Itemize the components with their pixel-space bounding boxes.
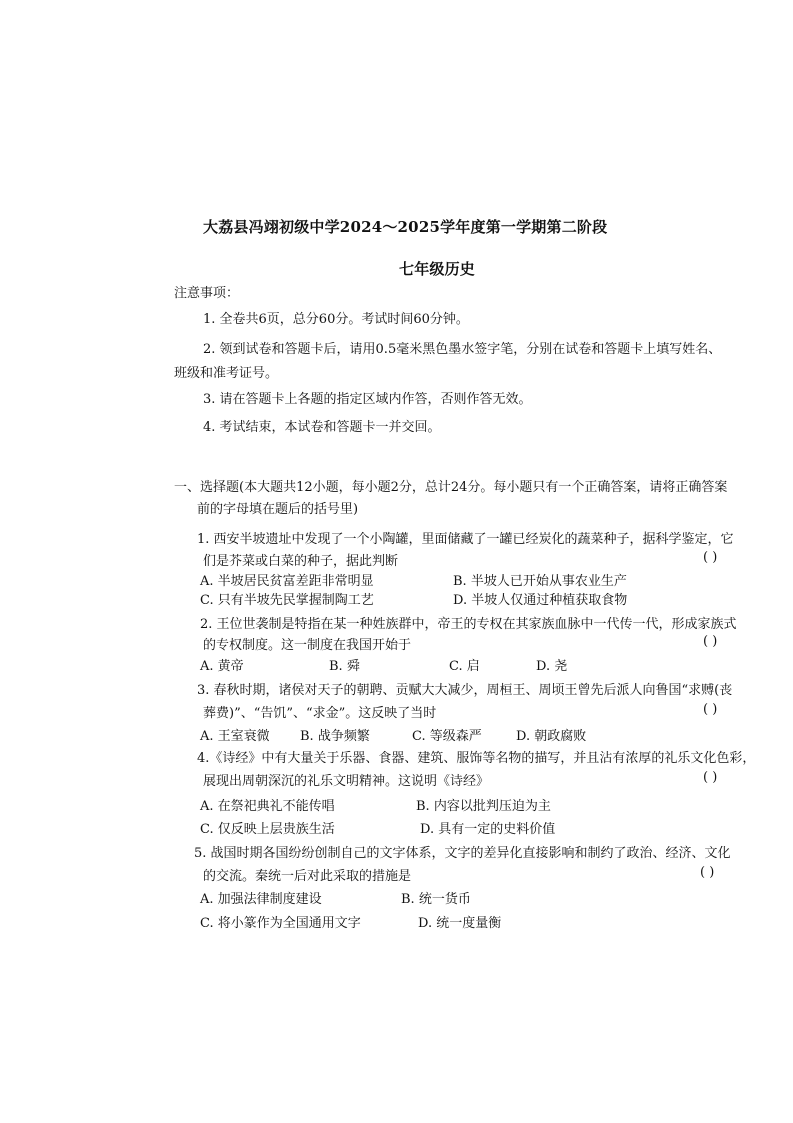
option-d: D. 具有一定的史料价值 (420, 822, 556, 837)
question-text-continued: 展现出周朝深沉的礼乐文明精神。这说明《诗经》 (203, 774, 490, 789)
question-text-continued: 的交流。秦统一后对此采取的措施是 (203, 869, 412, 884)
notice-item: 4. 考试结束，本试卷和答题卡一并交回。 (203, 420, 441, 435)
notice-item: 1. 全卷共6页，总分60分。考试时间60分钟。 (203, 312, 469, 327)
question-text-continued: 葬费)”、“告饥”、“求金”。这反映了当时 (203, 706, 437, 721)
notice-item: 3. 请在答题卡上各题的指定区域内作答，否则作答无效。 (203, 392, 532, 407)
option-c: C. 启 (449, 659, 480, 674)
question-text: 1. 西安半坡遗址中发现了一个小陶罐，里面储藏了一罐已经炭化的蔬菜种子，据科学鉴定，它 (197, 532, 734, 547)
question-text: 2. 王位世袭制是特指在某一种姓族群中，帝王的专权在其家族血脉中一代传一代，形成家族式 (200, 617, 737, 632)
option-a: A. 王室衰微 (200, 729, 270, 744)
option-b: B. 统一货币 (401, 892, 471, 907)
option-a: A. 黄帝 (200, 659, 244, 674)
exam-title: 大荔县冯翊初级中学2024～2025学年度第一学期第二阶段 (203, 218, 608, 236)
section-heading-continued: 前的字母填在题后的括号里) (197, 502, 359, 517)
question-text: 3. 春秋时期，诸侯对天子的朝聘、贡赋大大减少，周桓王、周顷王曾先后派人向鲁国“求赙(丧 (197, 683, 733, 698)
option-b: B. 战争频繁 (300, 729, 370, 744)
notice-item-continued: 班级和准考证号。 (174, 366, 279, 381)
option-c: C. 仅反映上层贵族生活 (200, 822, 335, 837)
section-heading: 一、选择题(本大题共12小题，每小题2分，总计24分。每小题只有一个正确答案，请将正确答案 (174, 480, 728, 495)
notice-item: 2. 领到试卷和答题卡后，请用0.5毫米黑色墨水签字笔，分别在试卷和答题卡上填写姓名、 (203, 342, 722, 357)
option-c: C. 将小篆作为全国通用文字 (200, 916, 361, 931)
option-a: A. 在祭祀典礼不能传唱 (200, 799, 335, 814)
answer-parentheses: ( ) (703, 702, 718, 717)
option-b: B. 舜 (329, 659, 360, 674)
option-d: D. 半坡人仅通过种植获取食物 (453, 593, 628, 608)
answer-parentheses: ( ) (703, 634, 718, 649)
option-b: B. 内容以批判压迫为主 (416, 799, 551, 814)
option-d: D. 尧 (536, 659, 568, 674)
option-b: B. 半坡人已开始从事农业生产 (453, 574, 627, 589)
option-a: A. 半坡居民贫富差距非常明显 (200, 574, 374, 589)
option-d: D. 朝政腐败 (516, 729, 587, 744)
option-c: C. 只有半坡先民掌握制陶工艺 (200, 593, 374, 608)
exam-subtitle: 七年级历史 (399, 260, 476, 278)
notice-heading: 注意事项： (174, 286, 240, 301)
answer-parentheses: ( ) (703, 770, 718, 785)
question-text-continued: 们是芥菜或白菜的种子，据此判断 (203, 554, 399, 569)
answer-parentheses: ( ) (700, 865, 715, 880)
question-text: 5. 战国时期各国纷纷创制自己的文字体系，文字的差异化直接影响和制约了政治、经济、文化 (194, 846, 731, 861)
question-text: 4.《诗经》中有大量关于乐器、食器、建筑、服饰等名物的描写，并且沾有浓厚的礼乐文化色彩， (197, 751, 756, 766)
option-a: A. 加强法律制度建设 (200, 892, 322, 907)
answer-parentheses: ( ) (703, 550, 718, 565)
question-text-continued: 的专权制度。这一制度在我国开始于 (203, 638, 412, 653)
option-d: D. 统一度量衡 (418, 916, 502, 931)
option-c: C. 等级森严 (412, 729, 482, 744)
